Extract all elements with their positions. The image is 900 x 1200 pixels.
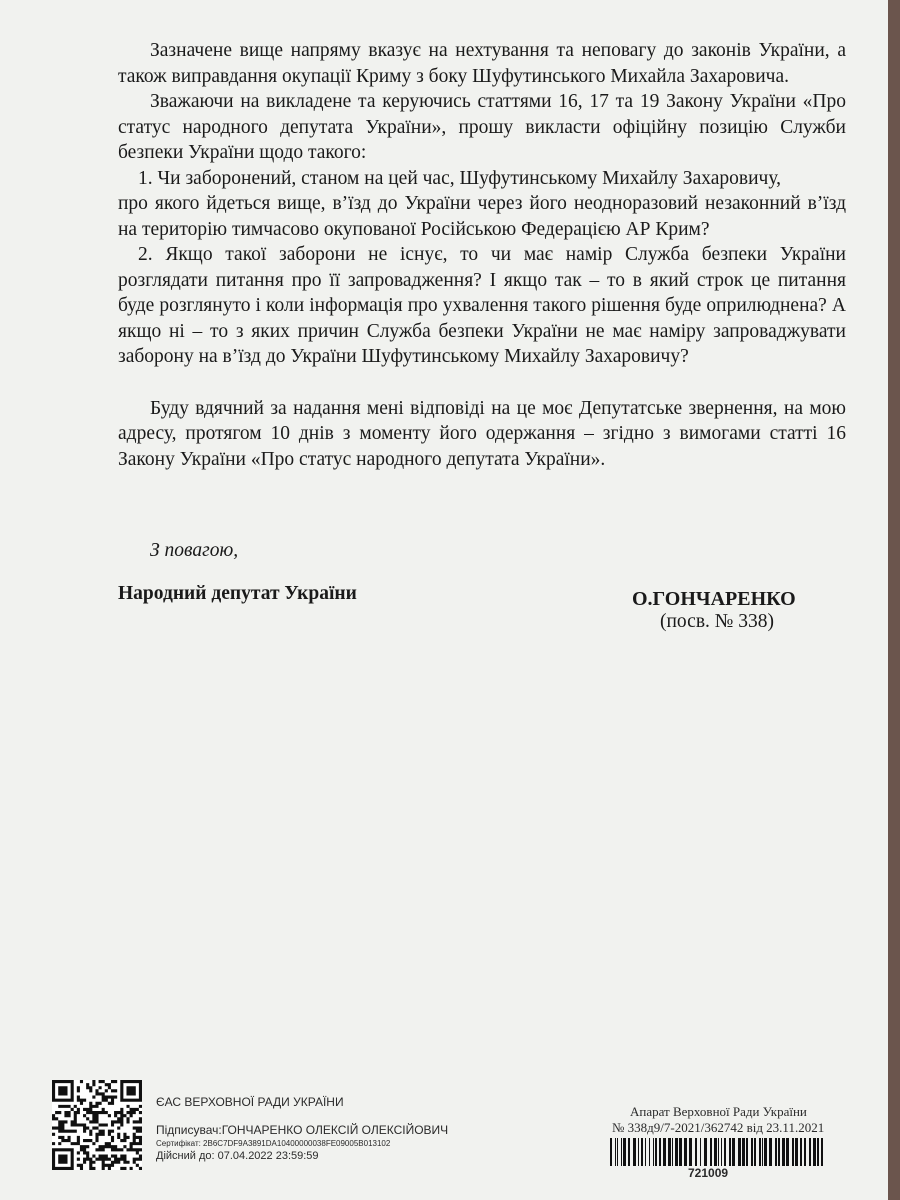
signer-certificate: (посв. № 338) bbox=[660, 611, 775, 632]
question-2: 2. Якщо такої заборони не існує, то чи має намір Служба безпеки України розглядати питання про її запровадження? І якщо так – то в який строк це питання буде розглянуто і коли інформація про ухвалення такого рішення буде оприлюднена? А якщо ні – то з яких причин Служба безпеки України не має наміру запроваджувати заборону на в’їзд до України Шуфутинському Михайлу Захаровичу? bbox=[118, 244, 846, 367]
barcode bbox=[608, 1138, 828, 1166]
background-edge bbox=[888, 0, 900, 1200]
paragraph-2: Зважаючи на викладене та керуючись статтями 16, 17 та 19 Закону України «Про статус народного депутата України», прошу викласти офіційну позицію Служби безпеки України щодо такого: bbox=[118, 91, 846, 163]
eds-valid-until: Дійсний до: 07.04.2022 23:59:59 bbox=[156, 1150, 319, 1162]
question-1-line1: 1. Чи заборонений, станом на цей час, Шуфутинському Михайлу Захаровичу, bbox=[138, 167, 782, 189]
paragraph-1: Зазначене вище напряму вказує на нехтування та неповагу до законів України, а також виправдання окупації Криму з боку Шуфутинського Михайла Захаровича. bbox=[118, 40, 846, 87]
qr-code bbox=[52, 1080, 142, 1170]
closing-greeting: З повагою, bbox=[150, 540, 239, 561]
qr-code-graphic bbox=[52, 1080, 142, 1170]
request-paragraph: Буду вдячний за надання мені відповіді на це моє Депутатське звернення, на мою адресу, протягом 10 днів з моменту його одержання – згідно з вимогами статті 16 Закону України «Про статус народного депутата України». bbox=[118, 397, 846, 470]
eds-certificate: Сертифікат: 2B6C7DF9A3891DA10400000038FE09005B013102 bbox=[156, 1139, 391, 1148]
eds-signer: Підписувач:ГОНЧАРЕНКО ОЛЕКСІЙ ОЛЕКСІЙОВИЧ bbox=[156, 1123, 449, 1137]
question-1 bbox=[118, 166, 846, 243]
registration-organization: Апарат Верховної Ради України bbox=[630, 1104, 807, 1119]
barcode-number: 721009 bbox=[688, 1166, 729, 1180]
paragraph-gap bbox=[118, 370, 846, 396]
registration-number: № 338д9/7-2021/362742 від 23.11.2021 bbox=[612, 1120, 825, 1135]
barcode-graphic bbox=[608, 1138, 828, 1166]
letter-body bbox=[118, 38, 846, 472]
signer-position: Народний депутат України bbox=[118, 583, 357, 604]
question-1-line2: про якого йдеться вище, в’їзд до України через його неодноразовий незаконний в’їзд на територію тимчасово окупованої Російською Федерацією АР Крим? bbox=[118, 193, 846, 240]
signer-name: О.ГОНЧАРЕНКО bbox=[632, 588, 796, 610]
eds-title: ЄАС ВЕРХОВНОЇ РАДИ УКРАЇНИ bbox=[156, 1095, 344, 1109]
